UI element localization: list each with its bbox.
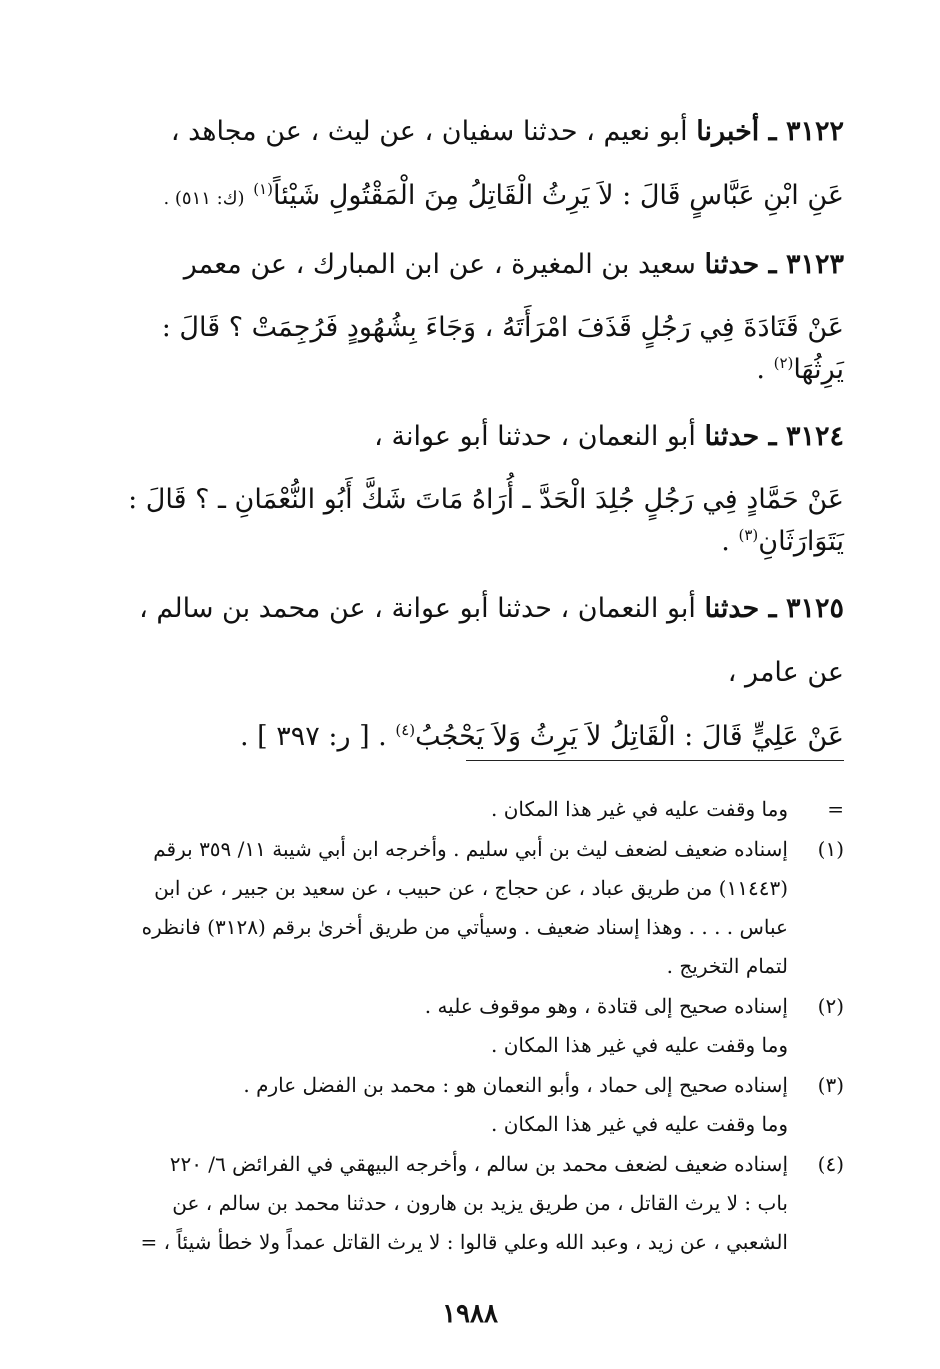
footnote-line: الشعبي ، عن زيد ، وعبد الله وعلي قالوا : لا يرث القاتل عمداً ولا خطأ شيئاً ، = [140,1230,788,1254]
reference: (ك: ٥١١) . [163,188,245,209]
footnote-mark: (٤) [817,1152,844,1176]
isnad-continuation [60,641,844,705]
matn-text: عَنْ قَتَادَةَ فِي رَجُلٍ قَذَفَ امْرَأَتَهُ ، وَجَاءَ بِشُهُودٍ فَرُجِمَتْ ؟ قَالَ : [161,312,844,343]
footnote-text [60,790,788,829]
footnote-line: باب : لا يرث القاتل ، من طريق يزيد بن هارون ، حدثنا محمد بن سالم ، عن [172,1191,788,1215]
reference: . [721,526,730,557]
isnad-text: سعيد بن المغيرة ، عن ابن المبارك ، عن معمر [183,249,696,280]
isnad-line: ٣١٢٣ ـ حدثنا سعيد بن المغيرة ، عن ابن المبارك ، عن معمر [183,249,844,280]
footnote-mark: (٢) [817,994,844,1018]
isnad-line: ٣١٢٥ ـ حدثنا أبو النعمان ، حدثنا أبو عوانة ، عن محمد بن سالم ، [139,593,844,624]
hadith-number: ٣١٢٣ [785,249,844,280]
transmission-verb: حدثنا [704,421,760,452]
footnote-mark: (١) [817,837,844,861]
footnote-line: إسناده صحيح إلى قتادة ، وهو موقوف عليه . [424,994,788,1018]
page-number: ١٩٨٨ [442,1299,498,1329]
footnote-line: وما وقفت عليه في غير هذا المكان . [490,1033,788,1057]
transmission-verb: حدثنا [704,593,760,624]
reference: . [756,354,766,385]
footnote-text [60,987,788,1065]
matn-text-end: يَتَوَارَثَانِ [758,526,844,557]
transmission-verb: أخبرنا [696,116,760,147]
footnote-marker: (٤) [395,721,416,739]
matn-text: عَنِ ابْنِ عَبَّاسٍ قَالَ : لاَ يَرِثُ الْقَاتِلُ مِنَ الْمَقْتُولِ شَيْئاً [272,180,844,211]
hadith-number: ٣١٢٥ [785,593,844,624]
reference: . [ ر: ٣٩٧ ] . [239,721,387,752]
footnote-marker: (٢) [773,354,794,372]
hadith-3124 [60,405,844,563]
matn-line [60,297,844,391]
footnote-2 [60,987,844,1065]
footnote-marker: (٣) [738,526,759,544]
footnote-divider [466,760,844,761]
matn-text: عَنْ عَلِيٍّ قَالَ : الْقَاتِلُ لاَ يَرِثُ وَلاَ يَحْجُبُ [415,721,844,752]
footnote-text [60,830,788,986]
footnote-line: إسناده صحيح إلى حماد ، وأبو النعمان هو : محمد بن الفضل عارم . [243,1073,788,1097]
footnote-line: إسناده ضعيف لضعف محمد بن سالم ، وأخرجه البيهقي في الفرائض ٦/ ٢٢٠ [169,1152,788,1176]
matn-text-end: يَرِثُهَا [793,354,844,385]
footnote-text [60,1066,788,1144]
hadith-number: ٣١٢٤ [785,421,844,452]
footnote-text [60,1145,788,1262]
isnad-text: أبو نعيم ، حدثنا سفيان ، عن ليث ، عن مجاهد ، [170,116,688,147]
footnote-line: وما وقفت عليه في غير هذا المكان . [490,1112,788,1136]
isnad-line: ٣١٢٤ ـ حدثنا أبو النعمان ، حدثنا أبو عوانة ، [374,421,844,452]
footnote-line: لتمام التخريج . [666,954,788,978]
footnote-mark: (٣) [817,1073,844,1097]
footnote-line: (١١٤٤٣) من طريق عباد ، عن حجاج ، عن حبيب ، عن سعيد بن جبير ، عن ابن [154,876,788,900]
hadith-3122 [60,100,844,231]
matn-line [60,164,844,231]
footnote-marker: (١) [253,180,273,198]
footnotes [60,790,844,1263]
hadith-3123 [60,233,844,391]
hadith-3125 [60,577,844,769]
isnad-line: ٣١٢٢ ـ أخبرنا أبو نعيم ، حدثنا سفيان ، عن ليث ، عن مجاهد ، [170,116,844,147]
transmission-verb: حدثنا [704,249,760,280]
footnote-continuation [60,790,844,829]
footnote-line: عباس . . . . وهذا إسناد ضعيف . وسيأتي من طريق أخرىٰ برقم (٣١٢٨) فانظره [141,915,788,939]
footnote-3 [60,1066,844,1144]
isnad-text-cont: عن عامر ، [727,657,844,688]
footnote-4 [60,1145,844,1262]
footnote-line: إسناده ضعيف لضعف ليث بن أبي سليم . وأخرجه ابن أبي شيبة ١١/ ٣٥٩ برقم [153,837,788,861]
matn-line [60,469,844,563]
footnote-mark: = [827,797,844,821]
isnad-text: أبو النعمان ، حدثنا أبو عوانة ، عن محمد بن سالم ، [139,593,696,624]
footnote-1 [60,830,844,986]
hadith-number: ٣١٢٢ [785,116,844,147]
isnad-text: أبو النعمان ، حدثنا أبو عوانة ، [374,421,696,452]
page-content [60,100,844,1369]
hadith-list [60,100,844,769]
footnote-line: وما وقفت عليه في غير هذا المكان . [490,797,788,821]
matn-text: عَنْ حَمَّادٍ فِي رَجُلٍ جُلِدَ الْحَدَّ ـ أُرَاهُ مَاتَ شَكَّ أَبُو النُّعْمَانِ ـ ؟ قَالَ : [128,484,844,515]
